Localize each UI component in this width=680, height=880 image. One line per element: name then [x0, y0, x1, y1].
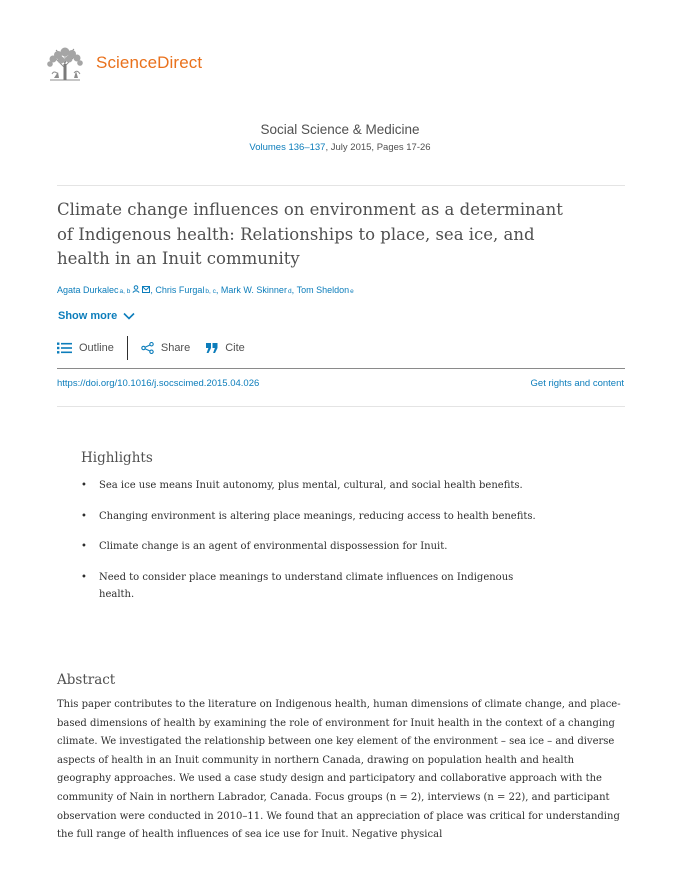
show-more-button[interactable]: [58, 310, 135, 322]
highlight-item: [81, 508, 561, 526]
author-separator: ,: [291, 285, 297, 295]
divider: [57, 185, 625, 186]
bullet: •: [81, 571, 87, 583]
highlight-item: [81, 477, 561, 495]
toolbar-rule: [57, 368, 625, 369]
author-affiliation[interactable]: a, b: [119, 288, 131, 295]
share-button[interactable]: [141, 342, 190, 354]
author-separator: ,: [215, 285, 221, 295]
highlight-text: Climate change is an agent of environmental dispossession for Inuit.: [99, 541, 448, 552]
cite-label: Cite: [225, 342, 245, 354]
outline-label: Outline: [79, 342, 114, 354]
author-affiliation[interactable]: e: [350, 288, 354, 295]
abstract-heading: Abstract: [57, 672, 116, 688]
journal-meta: [0, 142, 680, 153]
abstract-text: This paper contributes to the literature on Indigenous health, human dimensions of climate change, and place-based dimensions of health by examining the role of environment for Inuit health in the context of a changing climate. We investigated the relationship between one key element of the environment – sea ice – and diverse aspects of health in an Inuit community in northern Canada, drawing on population health and health geography approaches. We used a case study design and participatory and collaborative approach with the community of Nain in northern Labrador, Canada. Focus groups (n = 2), interviews (n = 22), and participant observation were conducted in 2010–11. We found that an appreciation of place was critical for understanding the full range of health influences of sea ice use for Inuit. Negative physical: [57, 699, 621, 841]
show-more-label: Show more: [58, 310, 118, 322]
brand-name: ScienceDirect: [96, 53, 203, 72]
divider: [57, 406, 625, 407]
email-icon[interactable]: [142, 286, 150, 293]
cite-button[interactable]: [206, 342, 245, 354]
elsevier-tree-icon: [44, 44, 86, 82]
highlight-item: [81, 538, 561, 556]
volumes-link[interactable]: Volumes 136–137: [249, 142, 326, 153]
doi-link[interactable]: https://doi.org/10.1016/j.socscimed.2015.04.026: [57, 378, 260, 389]
author-affiliation[interactable]: d: [287, 288, 292, 295]
rights-link[interactable]: Get rights and content: [530, 378, 624, 389]
author-list: [57, 285, 354, 295]
bullet: •: [81, 541, 87, 552]
journal-header: [0, 122, 680, 153]
toolbar-divider: [127, 336, 128, 360]
issue-details: , July 2015, Pages 17-26: [325, 142, 431, 153]
highlights-heading: Highlights: [81, 450, 153, 466]
share-icon: [141, 342, 154, 354]
author-link[interactable]: Chris Furgal: [155, 285, 205, 295]
bullet: •: [81, 510, 87, 522]
bullet: •: [81, 480, 87, 491]
article-toolbar: [57, 336, 245, 360]
highlights-list: [81, 477, 561, 604]
quote-icon: [206, 343, 218, 353]
list-icon: [57, 342, 72, 354]
author-link[interactable]: Mark W. Skinner: [220, 285, 287, 295]
outline-button[interactable]: [57, 342, 114, 354]
author-affiliation[interactable]: b, c: [205, 288, 216, 295]
author-separator: ,: [150, 285, 156, 295]
highlight-item: [81, 569, 541, 604]
person-icon[interactable]: [132, 285, 140, 293]
abstract-section: [57, 672, 625, 845]
author-link[interactable]: Agata Durkalec: [57, 285, 119, 295]
sciencedirect-logo[interactable]: [44, 44, 202, 82]
author-link[interactable]: Tom Sheldon: [296, 285, 350, 295]
article-title: Climate change influences on environment as a determinant of Indigenous health: Relationships to place, sea ice, and health in an Inuit community: [57, 200, 563, 268]
highlight-text: Sea ice use means Inuit autonomy, plus mental, cultural, and social health benefits.: [99, 480, 523, 491]
highlights-section: [81, 450, 561, 617]
highlight-text: Changing environment is altering place meanings, reducing access to health benefits.: [99, 510, 536, 522]
highlight-text: Need to consider place meanings to understand climate influences on Indigenous health.: [99, 571, 514, 600]
share-label: Share: [160, 342, 191, 354]
chevron-down-icon: [123, 312, 135, 320]
journal-name[interactable]: Social Science & Medicine: [260, 122, 420, 137]
